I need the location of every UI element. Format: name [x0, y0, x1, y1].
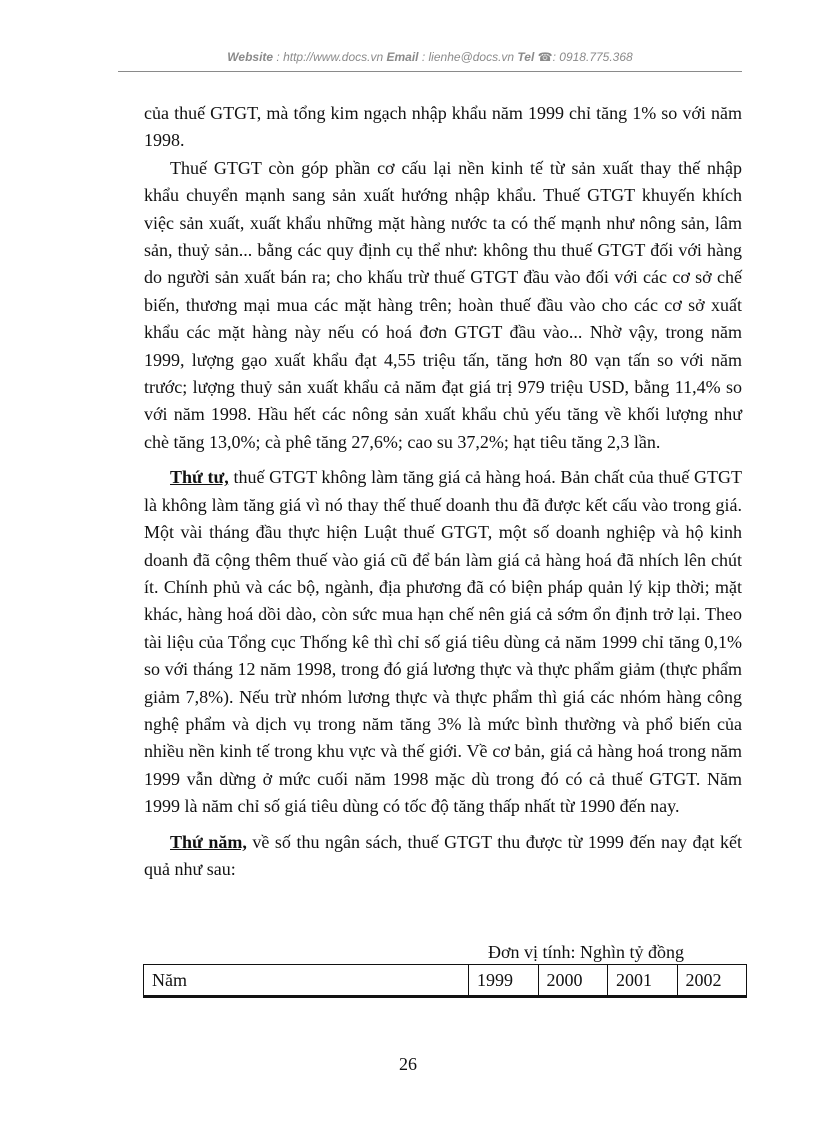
revenue-table — [143, 964, 747, 998]
paragraph-4 — [144, 829, 742, 884]
email-value: : lienhe@docs.vn — [421, 50, 515, 64]
page-number: 26 — [399, 1054, 417, 1074]
paragraph-2: Thuế GTGT còn góp phần cơ cấu lại nền kinh tế từ sản xuất thay thế nhập khẩu chuyển mạnh sang sản xuất hướng nhập khẩu. Thuế GTGT khuyến khích việc sản xuất, xuất khẩu những mặt hàng nước ta có thế mạnh như nông sản, lâm sản, thuỷ sản... bằng các quy định cụ thể như: không thu thuế GTGT đối với hàng do người sản xuất bán ra; cho khấu trừ thuế GTGT đầu vào đối với các cơ sở chế biến, thương mại mua các mặt hàng trên; hoàn thuế đầu vào cho các cơ sở xuất khẩu các mặt hàng này nếu có hoá đơn GTGT đầu vào... Nhờ vậy, trong năm 1999, lượng gạo xuất khẩu đạt 4,55 triệu tấn, tăng hơn 80 vạn tấn so với năm trước; lượng thuỷ sản xuất khẩu cả năm đạt giá trị 979 triệu USD, bằng 11,4% so với năm 1998. Hầu hết các nông sản xuất khẩu chủ yếu tăng về khối lượng như chè tăng 13,0%; cà phê tăng 27,6%; cao su 37,2%; hạt tiêu tăng 2,3 lần. — [144, 157, 742, 452]
email-label: Email — [386, 50, 419, 64]
tel-value: ☎: 0918.775.368 — [537, 50, 633, 64]
year-cell: 2002 — [677, 965, 747, 997]
header-divider — [118, 71, 742, 72]
paragraph-1: của thuế GTGT, mà tổng kim ngạch nhập khẩu năm 1999 chỉ tăng 1% so với năm 1998. — [144, 103, 742, 151]
table-row-label: Năm — [144, 965, 469, 997]
year-cell: 2000 — [538, 965, 608, 997]
year-cell: 1999 — [469, 965, 539, 997]
paragraph-3-lead: Thứ tư, — [170, 467, 229, 488]
paragraph-4-lead: Thứ năm, — [170, 831, 247, 852]
tel-label: Tel — [517, 50, 535, 64]
paragraph-3-text: thuế GTGT không làm tăng giá cả hàng hoá. Bản chất của thuế GTGT là không làm tăng giá vì nó thay thế thuế doanh thu đã được kết cấu vào trong giá. Một vài tháng đầu thực hiện Luật thuế GTGT, một số doanh nghiệp và hộ kinh doanh đã cộng thêm thuế vào giá cũ để bán làm giá cả hàng hoá đã nhích lên chút ít. Chính phủ và các bộ, ngành, địa phương đã có biện pháp quản lý kịp thời; mặt khác, hàng hoá dồi dào, còn sức mua hạn chế nên giá cả sớm ổn định trở lại. Theo tài liệu của Tổng cục Thống kê thì chỉ số giá tiêu dùng cả năm 1999 chỉ tăng 0,1% so với tháng 12 năm 1998, trong đó giá lương thực và thực phẩm giảm (thực phẩm giảm 7,8%). Nếu trừ nhóm lương thực và thực phẩm thì giá các nhóm hàng công nghệ phẩm và dịch vụ trong năm tăng 3% là mức bình thường và phổ biến của nhiều nền kinh tế trong khu vực và thế giới. Về cơ bản, giá cả hàng hoá trong năm 1999 vẫn dừng ở mức cuối năm 1998 mặc dù trong đó có cả thuế GTGT. Năm 1999 là năm chỉ số giá tiêu dùng có tốc độ tăng thấp nhất từ 1990 đến nay. — [144, 467, 742, 817]
website-label: Website — [227, 50, 274, 64]
year-cell: 2001 — [608, 965, 678, 997]
website-value: : http://www.docs.vn — [276, 50, 384, 64]
table-row — [144, 965, 747, 997]
table-unit-caption: Đơn vị tính: Nghìn tỷ đồng — [488, 942, 685, 962]
paragraph-4-text: về số thu ngân sách, thuế GTGT thu được từ 1999 đến nay đạt kết quả như sau: — [144, 831, 742, 879]
page-header — [118, 50, 742, 64]
document-body — [144, 100, 742, 883]
paragraph-3 — [144, 464, 742, 820]
